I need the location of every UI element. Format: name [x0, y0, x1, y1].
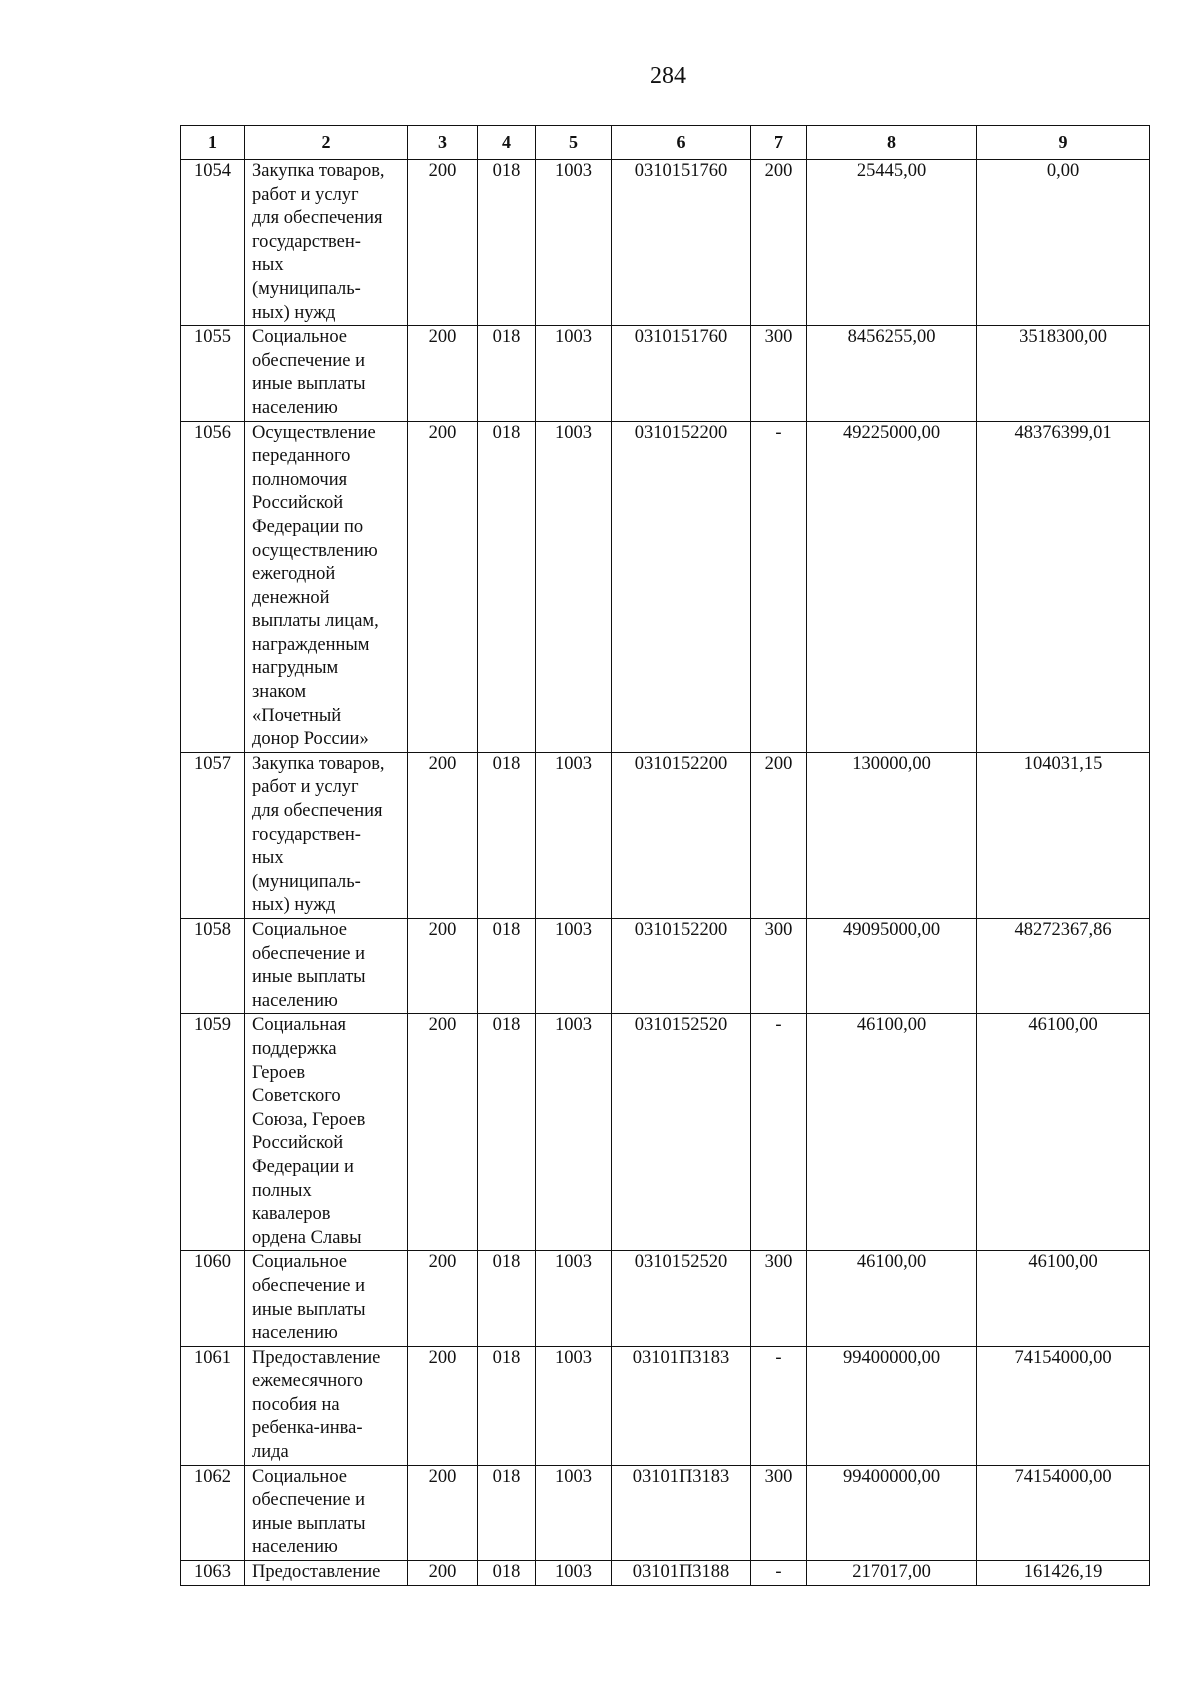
table-row	[181, 752, 1150, 918]
row-number: 1059	[181, 1014, 245, 1251]
row-description: Социальное обеспечение и иные выплаты населению	[245, 1251, 408, 1346]
row-description: Социальное обеспечение и иные выплаты населению	[245, 919, 408, 1014]
column-header: 4	[478, 126, 536, 160]
row-description: Предоставление ежемесячного пособия на ребенка-инва- лида	[245, 1346, 408, 1465]
cell-col8: 25445,00	[807, 160, 977, 326]
row-number: 1054	[181, 160, 245, 326]
cell-col6: 0310152200	[612, 919, 751, 1014]
cell-col5: 1003	[536, 1251, 612, 1346]
column-header: 5	[536, 126, 612, 160]
cell-col6: 03101П3183	[612, 1346, 751, 1465]
cell-col8: 46100,00	[807, 1251, 977, 1346]
cell-col5: 1003	[536, 1346, 612, 1465]
cell-col3: 200	[408, 160, 478, 326]
cell-col7: 300	[751, 1465, 807, 1560]
table-row	[181, 1251, 1150, 1346]
table-row	[181, 1561, 1150, 1586]
cell-col8: 99400000,00	[807, 1346, 977, 1465]
cell-col8: 217017,00	[807, 1561, 977, 1586]
cell-col6: 0310152520	[612, 1251, 751, 1346]
cell-col3: 200	[408, 919, 478, 1014]
cell-col7: 300	[751, 326, 807, 421]
cell-col7: -	[751, 1014, 807, 1251]
cell-col9: 161426,19	[977, 1561, 1150, 1586]
cell-col9: 46100,00	[977, 1251, 1150, 1346]
cell-col8: 46100,00	[807, 1014, 977, 1251]
row-description: Закупка товаров, работ и услуг для обеспечения государствен- ных (муниципаль- ных) нужд	[245, 752, 408, 918]
cell-col7: 300	[751, 919, 807, 1014]
table-row	[181, 160, 1150, 326]
row-description: Закупка товаров, работ и услуг для обеспечения государствен- ных (муниципаль- ных) нужд	[245, 160, 408, 326]
cell-col3: 200	[408, 326, 478, 421]
cell-col9: 74154000,00	[977, 1346, 1150, 1465]
row-description: Осуществление переданного полномочия Российской Федерации по осуществлению ежегодной денежной выплаты лицам, награжденным нагрудным знаком «Почетный донор России»	[245, 421, 408, 752]
cell-col9: 74154000,00	[977, 1465, 1150, 1560]
cell-col5: 1003	[536, 919, 612, 1014]
row-description: Социальная поддержка Героев Советского Союза, Героев Российской Федерации и полных кавалеров ордена Славы	[245, 1014, 408, 1251]
cell-col4: 018	[478, 160, 536, 326]
cell-col6: 0310151760	[612, 326, 751, 421]
cell-col5: 1003	[536, 421, 612, 752]
cell-col4: 018	[478, 1561, 536, 1586]
cell-col3: 200	[408, 1346, 478, 1465]
cell-col6: 0310152520	[612, 1014, 751, 1251]
table-header-row	[181, 126, 1150, 160]
row-description: Социальное обеспечение и иные выплаты населению	[245, 1465, 408, 1560]
cell-col5: 1003	[536, 160, 612, 326]
cell-col5: 1003	[536, 1465, 612, 1560]
cell-col5: 1003	[536, 1014, 612, 1251]
column-header: 2	[245, 126, 408, 160]
cell-col6: 0310151760	[612, 160, 751, 326]
cell-col6: 0310152200	[612, 752, 751, 918]
column-header: 3	[408, 126, 478, 160]
table-row	[181, 326, 1150, 421]
cell-col4: 018	[478, 421, 536, 752]
cell-col9: 48272367,86	[977, 919, 1150, 1014]
cell-col8: 99400000,00	[807, 1465, 977, 1560]
cell-col3: 200	[408, 421, 478, 752]
table-row	[181, 919, 1150, 1014]
column-header: 6	[612, 126, 751, 160]
cell-col4: 018	[478, 752, 536, 918]
row-number: 1060	[181, 1251, 245, 1346]
cell-col7: -	[751, 1561, 807, 1586]
cell-col7: 200	[751, 752, 807, 918]
cell-col5: 1003	[536, 326, 612, 421]
column-header: 1	[181, 126, 245, 160]
row-number: 1058	[181, 919, 245, 1014]
cell-col4: 018	[478, 1465, 536, 1560]
cell-col3: 200	[408, 1561, 478, 1586]
cell-col3: 200	[408, 1465, 478, 1560]
table-row	[181, 1346, 1150, 1465]
row-number: 1062	[181, 1465, 245, 1560]
cell-col8: 8456255,00	[807, 326, 977, 421]
cell-col7: 200	[751, 160, 807, 326]
table-row	[181, 1014, 1150, 1251]
cell-col8: 130000,00	[807, 752, 977, 918]
cell-col6: 03101П3188	[612, 1561, 751, 1586]
cell-col9: 104031,15	[977, 752, 1150, 918]
cell-col3: 200	[408, 1251, 478, 1346]
row-number: 1055	[181, 326, 245, 421]
column-header: 9	[977, 126, 1150, 160]
row-description: Предоставление	[245, 1561, 408, 1586]
row-number: 1056	[181, 421, 245, 752]
cell-col9: 46100,00	[977, 1014, 1150, 1251]
cell-col8: 49225000,00	[807, 421, 977, 752]
row-number: 1063	[181, 1561, 245, 1586]
budget-table	[180, 125, 1150, 1586]
cell-col6: 03101П3183	[612, 1465, 751, 1560]
cell-col9: 0,00	[977, 160, 1150, 326]
cell-col3: 200	[408, 1014, 478, 1251]
cell-col7: -	[751, 1346, 807, 1465]
table-row	[181, 1465, 1150, 1560]
cell-col5: 1003	[536, 1561, 612, 1586]
row-number: 1057	[181, 752, 245, 918]
cell-col7: 300	[751, 1251, 807, 1346]
row-description: Социальное обеспечение и иные выплаты населению	[245, 326, 408, 421]
row-number: 1061	[181, 1346, 245, 1465]
table-row	[181, 421, 1150, 752]
cell-col9: 3518300,00	[977, 326, 1150, 421]
cell-col9: 48376399,01	[977, 421, 1150, 752]
cell-col4: 018	[478, 1346, 536, 1465]
column-header: 8	[807, 126, 977, 160]
page-number: 284	[650, 63, 686, 89]
cell-col7: -	[751, 421, 807, 752]
cell-col4: 018	[478, 1014, 536, 1251]
cell-col6: 0310152200	[612, 421, 751, 752]
cell-col4: 018	[478, 1251, 536, 1346]
cell-col5: 1003	[536, 752, 612, 918]
column-header: 7	[751, 126, 807, 160]
cell-col3: 200	[408, 752, 478, 918]
cell-col8: 49095000,00	[807, 919, 977, 1014]
cell-col4: 018	[478, 326, 536, 421]
cell-col4: 018	[478, 919, 536, 1014]
